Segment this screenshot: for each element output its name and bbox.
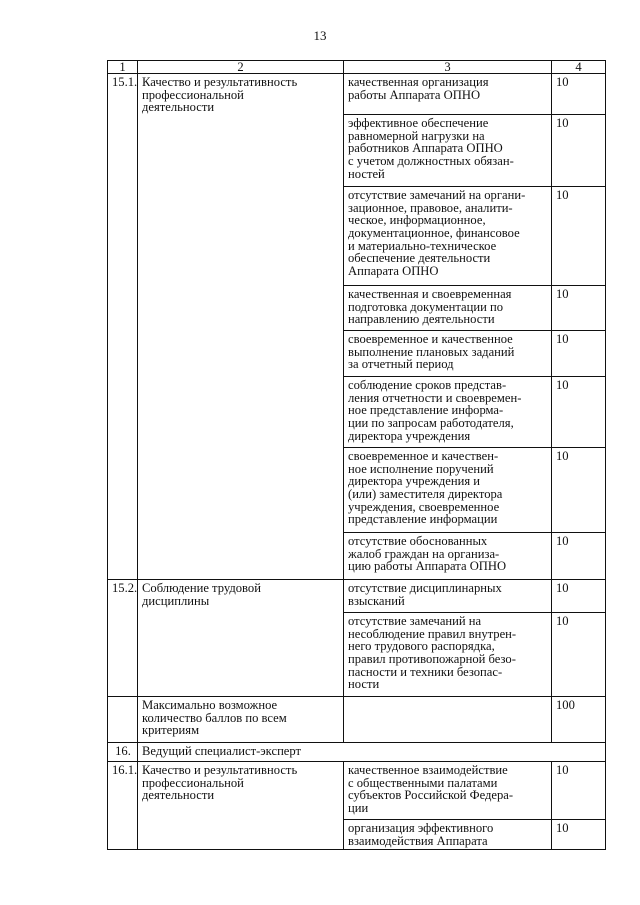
criterion-text: отсутствие замечаний на несоблюдение правил внутрен- него трудового распорядка, правил противопожарной безо- пасности и техники безопас- ности [344,613,552,697]
table-row [108,74,606,115]
section-number: 16. [108,743,138,762]
criterion-text: качественная организация работы Аппарата ОПНО [344,74,552,115]
points-value: 10 [552,448,606,533]
page-number: 13 [313,28,327,43]
points-value: 10 [552,580,606,613]
section-number: 15.1. [108,74,138,115]
table-row [108,187,606,286]
points-value: 10 [552,377,606,448]
section-number: 15.2. [108,580,138,613]
points-value: 10 [552,286,606,331]
points-value: 10 [552,187,606,286]
points-value: 10 [552,533,606,580]
section-title: Соблюдение трудовой дисциплины [138,580,344,613]
header-col-1: 1 [108,61,138,74]
points-value: 10 [552,820,606,850]
criterion-text: отсутствие замечаний на органи- зационное, правовое, аналити- ческое, информационное, документационное, финансовое и материально-техническое обеспечение деятельности Аппарата ОПНО [344,187,552,286]
header-col-2: 2 [138,61,344,74]
table-row [108,448,606,533]
criterion-text: качественное взаимодействие с общественными палатами субъектов Российской Федера- ции [344,762,552,820]
section-title: Ведущий специалист-эксперт [138,743,606,762]
table-row [108,533,606,580]
criterion-text: своевременное и качественное выполнение плановых заданий за отчетный период [344,331,552,377]
table-row [108,331,606,377]
points-value: 10 [552,331,606,377]
criterion-text: отсутствие дисциплинарных взысканий [344,580,552,613]
criterion-text: организация эффективного взаимодействия Аппарата [344,820,552,850]
table-row [108,762,606,820]
points-value: 10 [552,613,606,697]
table-row [108,613,606,697]
header-col-4: 4 [552,61,606,74]
criteria-table [107,60,606,850]
points-value: 10 [552,74,606,115]
table-row [108,377,606,448]
criterion-text: соблюдение сроков представ- ления отчетности и своевремен- ное представление информа- ции по запросам работодателя, директора учреждения [344,377,552,448]
section-number: 16.1. [108,762,138,820]
points-value: 10 [552,762,606,820]
criterion-text: своевременное и качествен- ное исполнение поручений директора учреждения и (или) заместителя директора учреждения, своевременное представление информации [344,448,552,533]
table-row [108,286,606,331]
table-row [108,743,606,762]
table-row [108,115,606,187]
table-row [108,820,606,850]
criterion-text: качественная и своевременная подготовка документации по направлению деятельности [344,286,552,331]
criterion-text: отсутствие обоснованных жалоб граждан на организа- цию работы Аппарата ОПНО [344,533,552,580]
section-title: Качество и результативность профессиональной деятельности [138,74,344,115]
table-row [108,697,606,743]
table-row [108,580,606,613]
table-header-row [108,61,606,74]
max-score-label: Максимально возможное количество баллов по всем критериям [138,697,344,743]
section-title: Качество и результативность профессиональной деятельности [138,762,344,820]
criterion-text: эффективное обеспечение равномерной нагрузки на работников Аппарата ОПНО с учетом должностных обязан- ностей [344,115,552,187]
max-score-value: 100 [552,697,606,743]
points-value: 10 [552,115,606,187]
header-col-3: 3 [344,61,552,74]
